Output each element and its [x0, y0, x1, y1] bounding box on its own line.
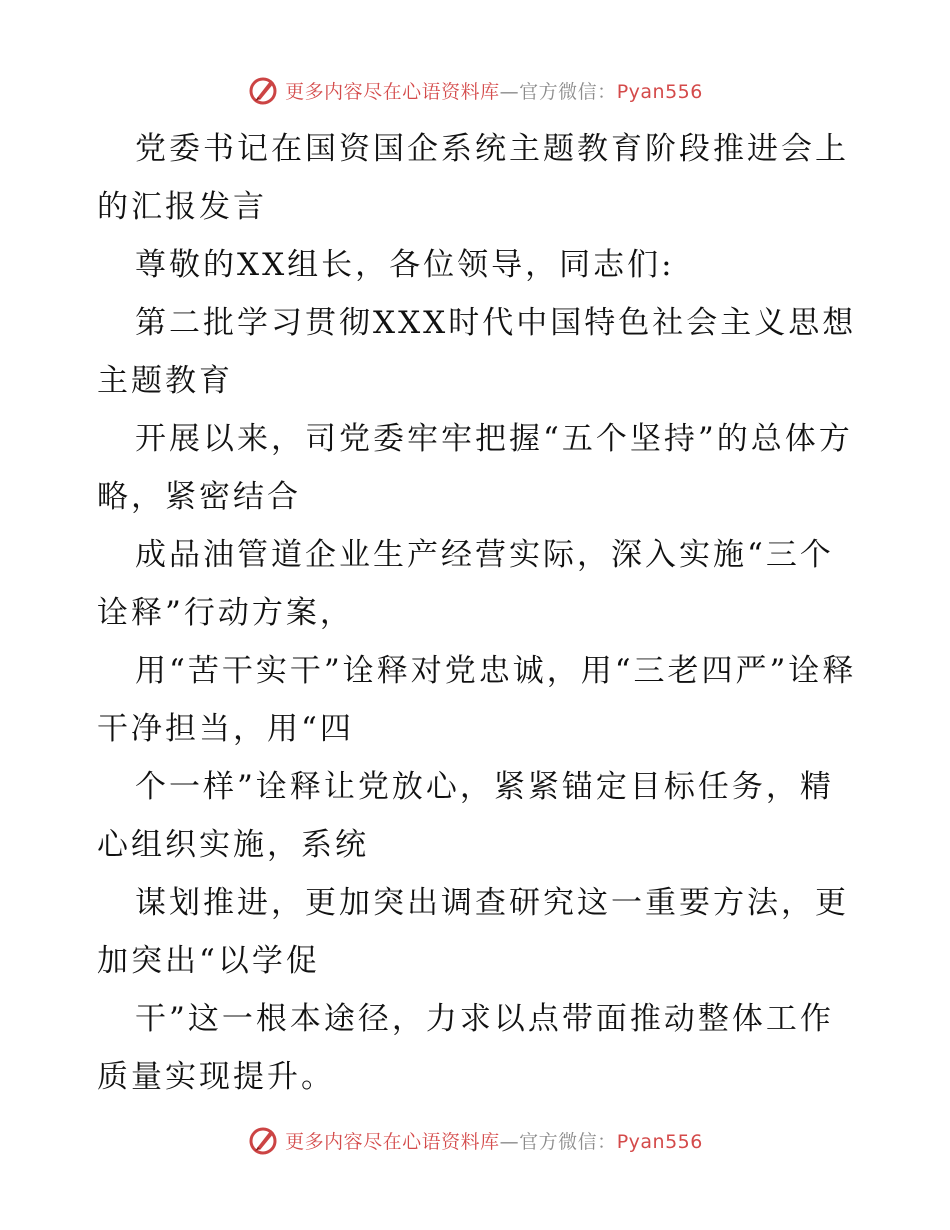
body-paragraph: 成品油管道企业生产经营实际，深入实施“三个诠释”行动方案， — [97, 537, 834, 631]
banner-separator: — — [499, 80, 520, 103]
banner-wechat-label: 官方微信： — [519, 80, 617, 103]
banner-wechat-id: Pyan556 — [616, 80, 703, 103]
banner-separator: — — [499, 1130, 520, 1153]
document-body — [97, 120, 857, 1106]
banner-brand-text: 更多内容尽在心语资料库 — [285, 1130, 500, 1153]
banner-wechat-label: 官方微信： — [519, 1130, 617, 1153]
body-paragraph: 第二批学习贯彻XXX时代中国特色社会主义思想主题教育 — [97, 305, 857, 399]
body-paragraph: 开展以来，司党委牢牢把握“五个坚持”的总体方略，紧密结合 — [97, 421, 853, 515]
banner-inner — [247, 74, 703, 106]
quill-logo-icon — [247, 1124, 279, 1156]
salutation: 尊敬的XX组长，各位领导，同志们: — [135, 247, 675, 283]
banner-text — [285, 77, 703, 104]
body-paragraph: 谋划推进，更加突出调查研究这一重要方法，更加突出“以学促 — [97, 885, 849, 979]
header-banner — [0, 70, 950, 110]
body-paragraph: 个一样”诠释让党放心，紧紧锚定目标任务，精心组织实施，系统 — [97, 769, 834, 863]
footer-banner — [0, 1120, 950, 1160]
body-paragraph: 用“苦干实干”诠释对党忠诚，用“三老四严”诠释干净担当，用“四 — [97, 653, 857, 747]
quill-logo-icon — [247, 74, 279, 106]
banner-inner — [247, 1124, 703, 1156]
document-title: 党委书记在国资国企系统主题教育阶段推进会上的汇报发言 — [97, 131, 849, 225]
banner-text — [285, 1127, 703, 1154]
banner-wechat-id: Pyan556 — [616, 1130, 703, 1153]
banner-brand-text: 更多内容尽在心语资料库 — [285, 80, 500, 103]
body-paragraph: 干”这一根本途径，力求以点带面推动整体工作质量实现提升。 — [97, 1001, 834, 1095]
